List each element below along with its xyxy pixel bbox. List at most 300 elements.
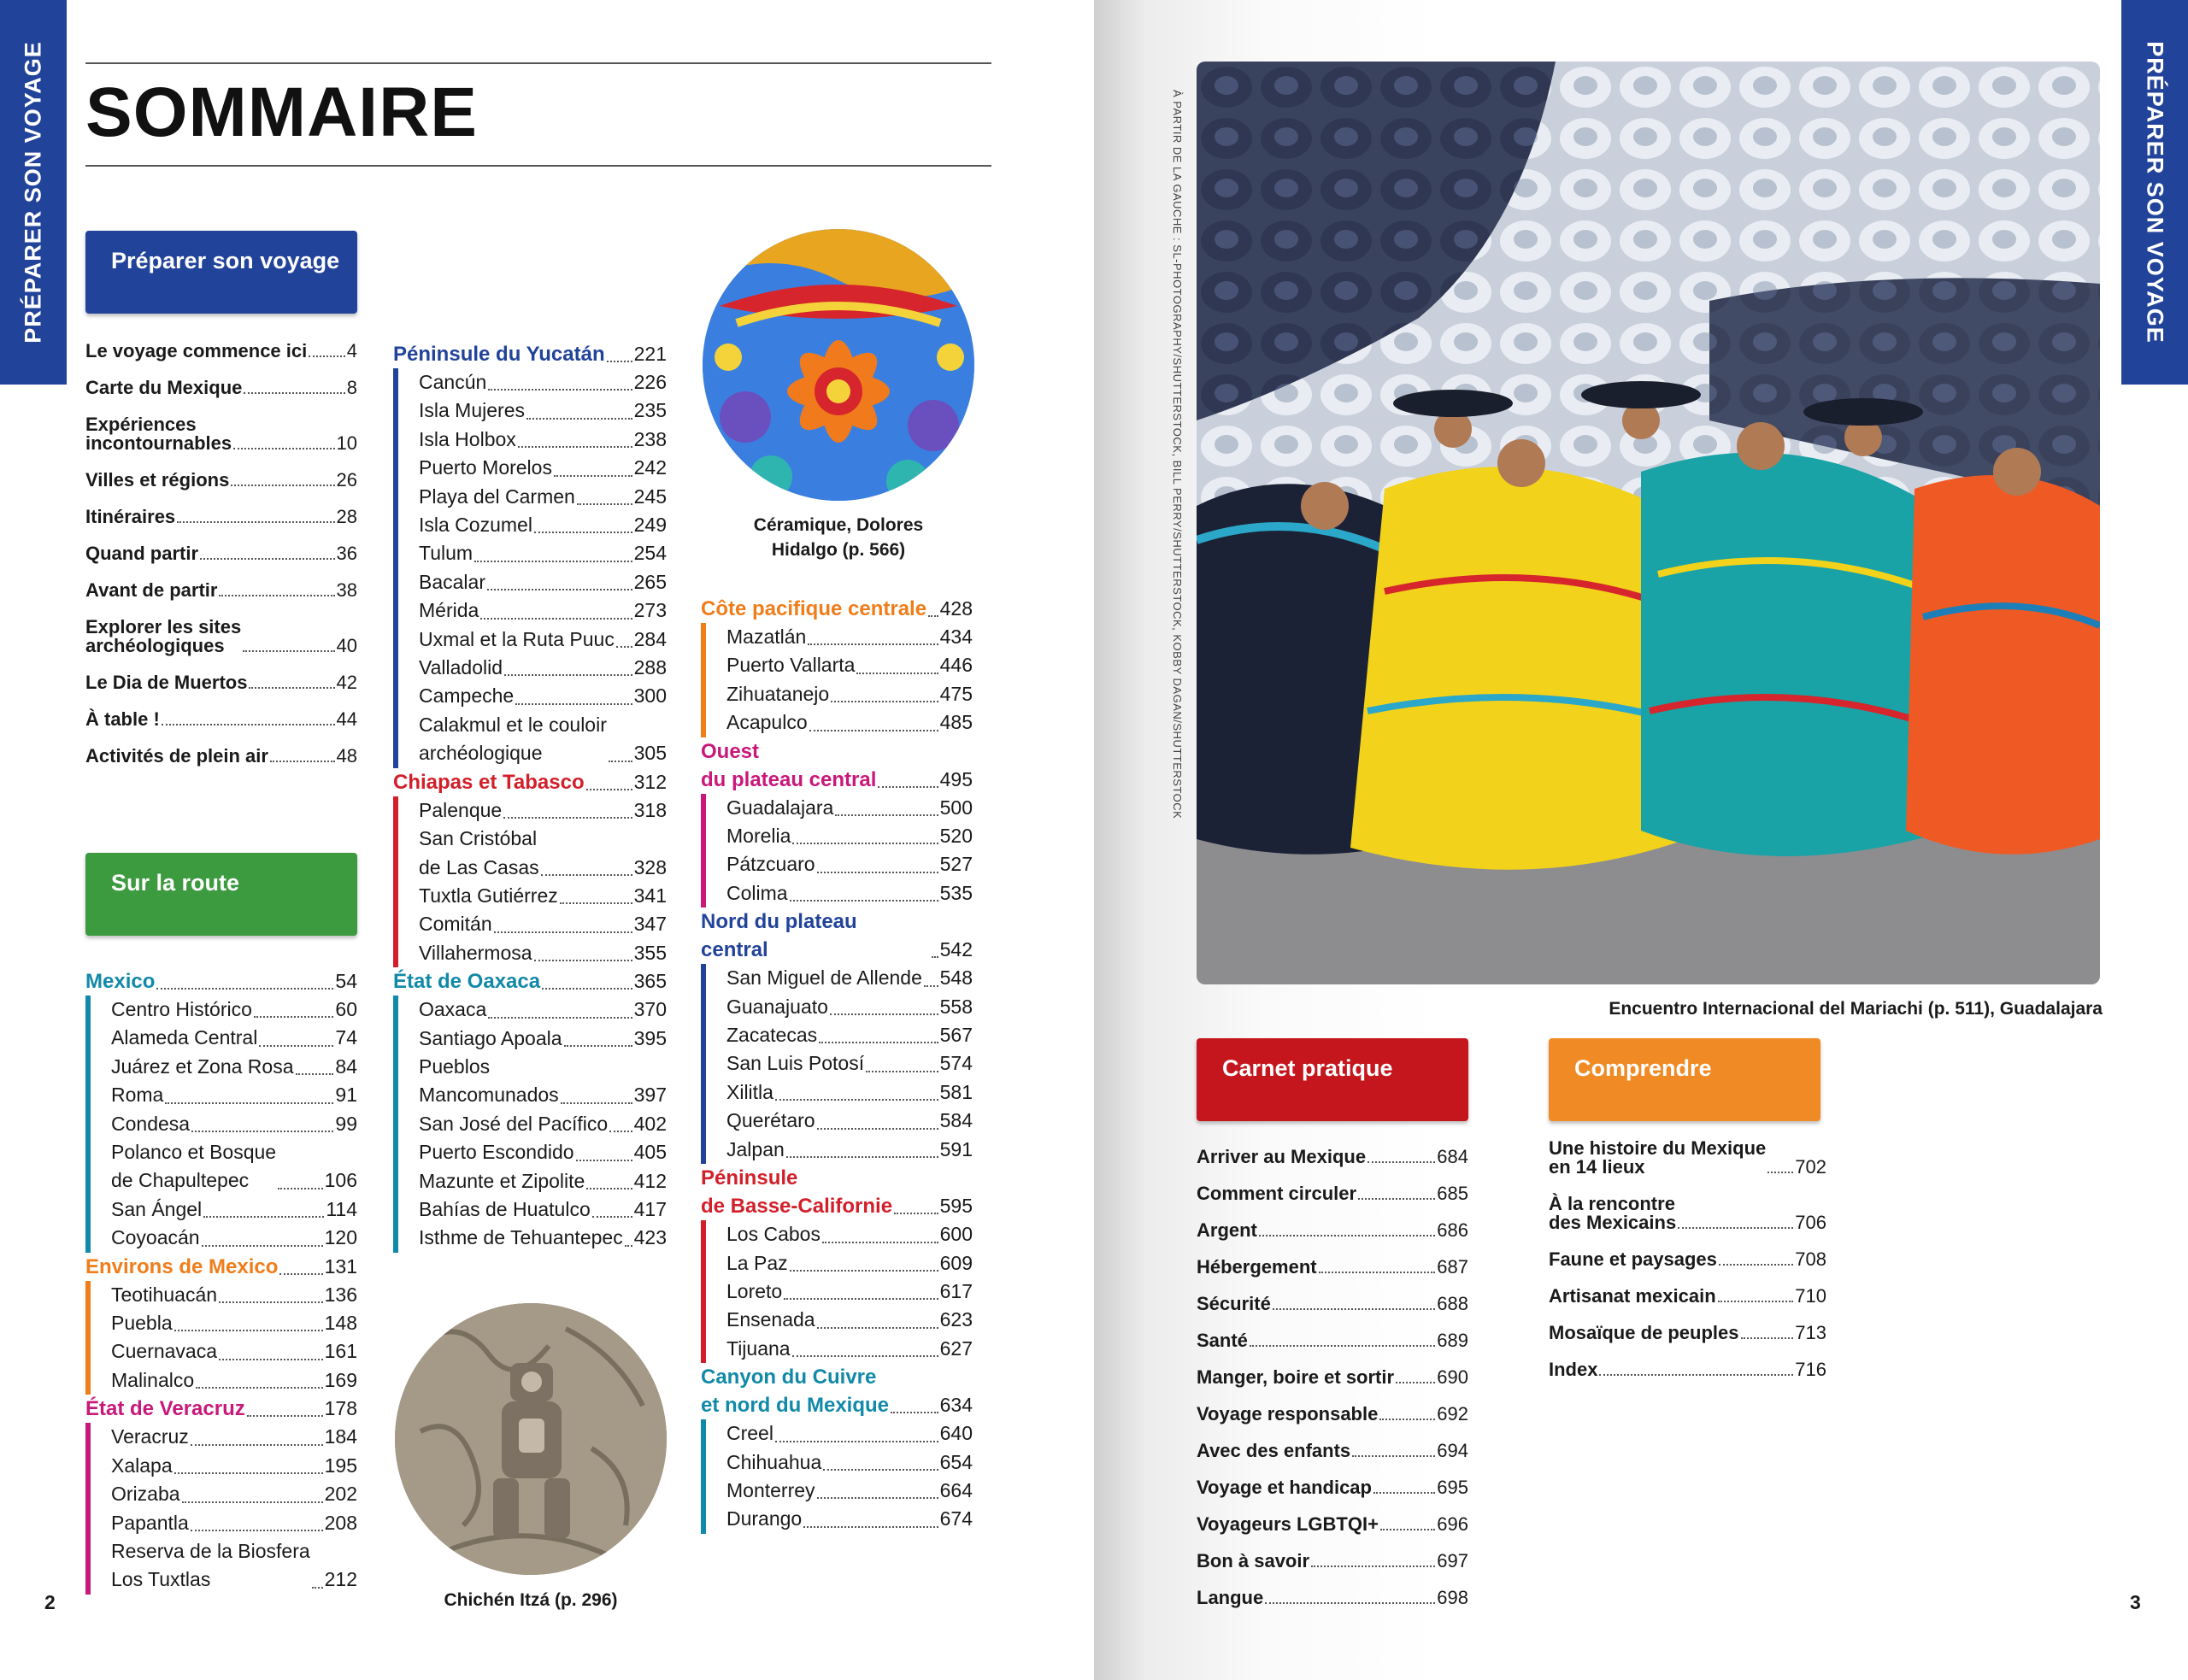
toc-subentry[interactable] — [726, 1078, 973, 1107]
dot-leader — [1718, 1301, 1794, 1302]
toc-subentry-page: 434 — [939, 626, 973, 648]
toc-entry-page: 713 — [1795, 1322, 1826, 1343]
region-title: Mexico — [85, 970, 156, 993]
toc-subentry[interactable] — [726, 1505, 973, 1533]
region-heading[interactable] — [85, 967, 357, 996]
toc-subentry-title: Playa del Carmen — [419, 485, 575, 508]
toc-subentry-page: 355 — [633, 941, 667, 964]
region-page: 54 — [335, 970, 357, 992]
toc-subentry[interactable] — [419, 1110, 667, 1138]
toc-subentry-title: Ensenada — [726, 1308, 815, 1331]
dot-leader — [534, 532, 632, 533]
section-box-sur-la-route — [85, 853, 357, 936]
dot-leader — [564, 1045, 632, 1047]
toc-entry-title: Explorer les sites archéologiques — [85, 616, 242, 656]
toc-subentry[interactable] — [726, 1136, 973, 1164]
section-box-preparer — [85, 231, 357, 314]
dot-leader — [1368, 1161, 1435, 1163]
toc-entry[interactable] — [1549, 1195, 1826, 1232]
toc-subentry[interactable] — [726, 708, 973, 737]
region-heading[interactable] — [393, 967, 667, 996]
toc-entry-page: 696 — [1437, 1513, 1468, 1535]
toc-entry[interactable] — [1197, 1258, 1468, 1277]
toc-subentry[interactable] — [111, 1309, 357, 1337]
region-heading[interactable] — [701, 595, 973, 623]
dot-leader — [775, 1099, 938, 1101]
toc-entry[interactable] — [1549, 1139, 1826, 1177]
toc-entry[interactable] — [1549, 1360, 1826, 1379]
toc-entry[interactable] — [85, 415, 357, 453]
toc-entry-page: 706 — [1795, 1212, 1826, 1233]
dot-leader — [830, 1013, 938, 1015]
toc-subentry-title: San Luis Potosí — [726, 1052, 865, 1075]
region-page: 542 — [939, 938, 973, 961]
toc-subentry[interactable] — [726, 651, 973, 679]
toc-subentry[interactable] — [726, 1220, 973, 1248]
toc-subentry-title: Centro Histórico — [111, 998, 252, 1020]
toc-subentry-page: 664 — [939, 1478, 973, 1501]
toc-entry-title: Artisanat mexicain — [1549, 1285, 1716, 1307]
toc-subentry[interactable] — [111, 1053, 357, 1081]
dot-leader — [1259, 1235, 1435, 1237]
toc-entry-title: Avec des enfants — [1197, 1440, 1351, 1461]
toc-subentry-title: Durango — [726, 1507, 803, 1530]
dot-leader — [203, 1216, 324, 1218]
toc-entry[interactable] — [85, 747, 357, 766]
toc-subentry-page: 60 — [335, 998, 357, 1020]
region-page: 634 — [939, 1394, 973, 1417]
toc-subentry-page: 318 — [633, 798, 667, 821]
toc-subentry-title: Palenque — [419, 798, 503, 821]
region-heading[interactable] — [701, 1363, 973, 1419]
region-heading[interactable] — [393, 768, 667, 796]
dot-leader — [792, 1355, 938, 1357]
toc-entry-page: 685 — [1437, 1183, 1468, 1204]
toc-column-3 — [701, 595, 973, 1534]
toc-subentry[interactable] — [419, 483, 667, 511]
toc-entry-page: 702 — [1795, 1156, 1826, 1178]
toc-entry-page: 689 — [1437, 1330, 1468, 1351]
dot-leader — [278, 1188, 323, 1190]
toc-subentry[interactable] — [419, 1053, 667, 1110]
dot-leader — [202, 1245, 323, 1247]
toc-subentry-title: Zihuatanejo — [726, 682, 830, 705]
toc-entry-page: 38 — [336, 579, 357, 601]
dot-leader — [835, 814, 938, 816]
toc-entry[interactable] — [1197, 1295, 1468, 1313]
dot-leader — [775, 1441, 938, 1442]
region-items — [701, 1220, 973, 1363]
toc-subentry[interactable] — [419, 682, 667, 710]
toc-subentry[interactable] — [726, 1335, 973, 1363]
toc-entry[interactable] — [1549, 1250, 1826, 1269]
toc-entry-page: 697 — [1437, 1550, 1468, 1571]
toc-subentry[interactable] — [111, 1537, 357, 1595]
toc-subentry-title: Tijuana — [726, 1336, 791, 1360]
region-items — [701, 964, 973, 1164]
toc-entry-page: 44 — [336, 708, 357, 730]
toc-entry-title: Bon à savoir — [1197, 1550, 1310, 1571]
toc-subentry[interactable] — [419, 910, 667, 938]
dot-leader — [534, 960, 632, 961]
toc-subentry[interactable] — [419, 397, 667, 425]
toc-entry-page: 686 — [1437, 1219, 1468, 1241]
toc-subentry-page: 558 — [939, 995, 973, 1018]
section-box-label: Sur la route — [111, 870, 240, 896]
toc-subentry-title: La Paz — [726, 1251, 788, 1274]
toc-subentry-title: Zacatecas — [726, 1024, 818, 1047]
dot-leader — [200, 558, 335, 560]
region-heading[interactable] — [701, 737, 973, 794]
dot-leader — [808, 643, 938, 645]
toc-subentry-page: 106 — [324, 1169, 357, 1192]
toc-entry[interactable] — [85, 379, 357, 397]
toc-subentry[interactable] — [419, 539, 667, 567]
toc-subentry[interactable] — [726, 964, 973, 992]
toc-subentry-title: Isthme de Tehuantepec — [419, 1226, 623, 1249]
region-items — [393, 796, 667, 967]
toc-subentry[interactable] — [419, 454, 667, 482]
toc-subentry-title: Cuernavaca — [111, 1340, 218, 1363]
toc-subentry[interactable] — [111, 1452, 357, 1480]
region-title: Ouest du plateau central — [701, 739, 877, 791]
dot-leader — [247, 1415, 323, 1417]
toc-entry[interactable] — [1197, 1478, 1468, 1497]
dot-leader — [790, 1270, 938, 1272]
toc-subentry-page: 370 — [633, 998, 667, 1021]
toc-entry-title: Le Dia de Muertos — [85, 672, 248, 693]
toc-subentry-page: 485 — [939, 711, 973, 734]
dot-leader — [309, 355, 345, 357]
toc-subentry-title: Comitán — [419, 913, 492, 936]
dot-leader — [790, 900, 938, 902]
dot-leader — [866, 1071, 938, 1072]
toc-subentry[interactable] — [419, 426, 667, 454]
toc-entry-title: Hébergement — [1197, 1256, 1317, 1278]
toc-subentry-title: Orizaba — [111, 1483, 180, 1506]
section-box-comprendre — [1549, 1038, 1820, 1121]
toc-subentry-title: Bahías de Huatulco — [419, 1197, 591, 1220]
dot-leader — [856, 673, 938, 674]
toc-subentry[interactable] — [419, 996, 667, 1024]
region-title: Environs de Mexico — [85, 1254, 279, 1278]
toc-subentry[interactable] — [111, 1366, 357, 1395]
toc-subentry[interactable] — [419, 596, 667, 625]
dot-leader — [609, 761, 632, 762]
region-items — [393, 996, 667, 1253]
dot-leader — [616, 646, 632, 648]
dot-leader — [279, 1273, 322, 1275]
dot-leader — [577, 503, 632, 505]
toc-subentry[interactable] — [419, 568, 667, 596]
region-heading[interactable] — [701, 1164, 973, 1220]
toc-subentry[interactable] — [419, 825, 667, 882]
toc-subentry-page: 212 — [324, 1568, 357, 1591]
toc-subentry-title: Morelia — [726, 825, 791, 848]
region-title: État de Oaxaca — [393, 970, 541, 994]
toc-entry[interactable] — [1197, 1405, 1468, 1424]
toc-subentry-page: 600 — [939, 1223, 973, 1246]
region-heading[interactable] — [85, 1395, 357, 1423]
toc-subentry[interactable] — [726, 1249, 973, 1278]
dot-leader — [1719, 1264, 1793, 1266]
toc-entry-title: Carte du Mexique — [85, 377, 243, 398]
toc-subentry[interactable] — [111, 1110, 357, 1138]
toc-subentry-page: 654 — [939, 1450, 973, 1473]
toc-entry-title: Voyage responsable — [1197, 1403, 1379, 1424]
dot-leader — [831, 701, 938, 702]
caption-chichen-itza: Chichén Itzá (p. 296) — [444, 1590, 618, 1610]
toc-subentry[interactable] — [726, 850, 973, 878]
toc-subentry-title: Xilitla — [726, 1080, 773, 1103]
main-photo-caption: Encuentro Internacional del Mariachi (p. 511), Guadalajara — [1609, 999, 2103, 1019]
region-items — [85, 996, 357, 1253]
region-heading[interactable] — [85, 1253, 357, 1281]
toc-entry-page: 684 — [1437, 1146, 1468, 1167]
toc-subentry-page: 527 — [939, 853, 973, 876]
toc-subentry[interactable] — [726, 1448, 973, 1477]
toc-entry-title: Faune et paysages — [1549, 1248, 1717, 1270]
region-page: 365 — [633, 970, 667, 993]
toc-entry[interactable] — [1197, 1442, 1468, 1460]
dot-leader — [1352, 1455, 1435, 1457]
toc-entry[interactable] — [85, 471, 357, 490]
toc-subentry[interactable] — [111, 1195, 357, 1224]
toc-column-2 — [393, 340, 667, 1253]
toc-subentry[interactable] — [111, 1337, 357, 1366]
toc-subentry-page: 169 — [324, 1368, 357, 1391]
dot-leader — [219, 1359, 323, 1360]
dot-leader — [182, 1501, 323, 1503]
toc-subentry-page: 617 — [939, 1279, 973, 1302]
toc-entry[interactable] — [1197, 1184, 1468, 1203]
dot-leader — [586, 1188, 632, 1190]
dot-leader — [541, 874, 632, 876]
toc-entry-title: Une histoire du Mexique en 14 lieux — [1549, 1137, 1767, 1178]
toc-subentry[interactable] — [111, 1081, 357, 1109]
dot-leader — [503, 817, 632, 819]
toc-subentry-page: 184 — [324, 1425, 357, 1448]
region-title: État de Veracruz — [85, 1397, 245, 1421]
toc-subentry[interactable] — [419, 939, 667, 967]
dot-leader — [243, 650, 334, 652]
dot-leader — [586, 789, 632, 790]
toc-entry[interactable] — [1197, 1148, 1468, 1166]
toc-subentry[interactable] — [419, 626, 667, 654]
toc-entry-title: Arriver au Mexique — [1197, 1146, 1367, 1167]
toc-column-1 — [85, 967, 357, 1595]
toc-subentry-page: 245 — [633, 485, 667, 508]
dot-leader — [542, 988, 632, 990]
toc-subentry-page: 305 — [633, 742, 667, 765]
toc-subentry[interactable] — [419, 796, 667, 825]
toc-entry-page: 688 — [1437, 1293, 1468, 1314]
dot-leader — [174, 1330, 323, 1331]
toc-subentry[interactable] — [419, 1025, 667, 1053]
toc-subentry-title: San Miguel de Allende — [726, 966, 922, 990]
toc-subentry-page: 84 — [335, 1054, 357, 1078]
toc-entry[interactable] — [85, 544, 357, 563]
toc-subentry-page: 609 — [939, 1251, 973, 1274]
toc-subentry[interactable] — [419, 1138, 667, 1166]
toc-subentry-title: Reserva de la Biosfera Los Tuxtlas — [111, 1539, 310, 1591]
toc-subentry[interactable] — [726, 879, 973, 908]
toc-subentry-page: 500 — [939, 796, 973, 819]
toc-subentry[interactable] — [726, 1306, 973, 1334]
page-number-left: 2 — [44, 1591, 56, 1613]
toc-subentry-page: 148 — [324, 1312, 357, 1335]
toc-entry-title: Sécurité — [1197, 1293, 1271, 1314]
region-heading[interactable] — [701, 908, 973, 964]
dot-leader — [191, 1444, 323, 1446]
toc-subentry-title: Condesa — [111, 1112, 191, 1135]
region-items — [701, 794, 973, 908]
toc-subentry[interactable] — [419, 711, 667, 768]
region-section — [701, 1363, 973, 1534]
dot-leader — [249, 687, 334, 689]
toc-subentry[interactable] — [726, 623, 973, 651]
dot-leader — [191, 1131, 333, 1132]
toc-entry-title: Santé — [1197, 1330, 1248, 1351]
toc-subentry-page: 581 — [939, 1080, 973, 1103]
toc-subentry-title: Mazunte et Zipolite — [419, 1169, 585, 1192]
toc-subentry-title: Malinalco — [111, 1368, 195, 1391]
toc-subentry[interactable] — [726, 794, 973, 822]
region-title: Péninsule de Basse-Californie — [701, 1166, 893, 1219]
dot-leader — [786, 1156, 938, 1158]
toc-subentry-title: Chihuahua — [726, 1450, 822, 1473]
toc-entry[interactable] — [1197, 1552, 1468, 1571]
region-section — [701, 1164, 973, 1363]
toc-subentry-page: 412 — [633, 1169, 667, 1192]
toc-comprendre — [1549, 1139, 1826, 1397]
toc-subentry[interactable] — [726, 1049, 973, 1078]
toc-subentry[interactable] — [726, 993, 973, 1021]
toc-entry[interactable] — [1197, 1221, 1468, 1240]
dot-leader — [244, 392, 344, 394]
toc-subentry[interactable] — [419, 1167, 667, 1195]
toc-subentry-title: Oaxaca — [419, 998, 487, 1021]
toc-subentry[interactable] — [726, 1278, 973, 1306]
toc-subentry[interactable] — [419, 882, 667, 910]
toc-entry[interactable] — [85, 508, 357, 526]
dot-leader — [1741, 1337, 1794, 1339]
toc-subentry[interactable] — [726, 1021, 973, 1049]
toc-entry-title: Mosaïque de peuples — [1549, 1322, 1739, 1343]
toc-subentry-page: 405 — [633, 1141, 667, 1164]
toc-subentry[interactable] — [111, 1138, 357, 1195]
toc-subentry-page: 254 — [633, 542, 667, 565]
toc-subentry[interactable] — [111, 996, 357, 1024]
toc-subentry[interactable] — [726, 680, 973, 708]
toc-entry[interactable] — [1549, 1287, 1826, 1306]
region-title: Côte pacifique centrale — [701, 597, 927, 620]
toc-subentry[interactable] — [419, 1224, 667, 1252]
toc-subentry-page: 300 — [633, 684, 667, 708]
photo-credit: À PARTIR DE LA GAUCHE : SL-PHOTOGRAPHY/SHUTTERSTOCK, BILL PERRY/SHUTTERSTOCK, KOBBY DAGAN/SHUTTERSTOCK — [1171, 90, 1184, 819]
toc-subentry-title: Uxmal et la Ruta Puuc — [419, 627, 615, 650]
toc-subentry[interactable] — [726, 1419, 973, 1448]
toc-entry-title: Villes et régions — [85, 469, 230, 490]
toc-subentry-title: Tulum — [419, 542, 473, 565]
toc-entry[interactable] — [1197, 1368, 1468, 1387]
toc-entry-title: Voyageurs LGBTQI+ — [1197, 1513, 1379, 1535]
region-heading[interactable] — [393, 340, 667, 368]
toc-subentry[interactable] — [111, 1480, 357, 1508]
toc-subentry[interactable] — [726, 822, 973, 850]
toc-entry[interactable] — [1549, 1324, 1826, 1342]
toc-subentry-title: Acapulco — [726, 711, 808, 734]
toc-subentry[interactable] — [419, 1195, 667, 1224]
section-box-label: Comprendre — [1574, 1055, 1712, 1081]
toc-entry-title: À table ! — [85, 708, 160, 730]
toc-subentry-title: Cancún — [419, 371, 487, 393]
region-items — [85, 1281, 357, 1395]
dot-leader — [488, 1017, 632, 1019]
toc-subentry[interactable] — [111, 1024, 357, 1052]
region-items — [701, 623, 973, 737]
toc-subentry-page: 273 — [633, 599, 667, 622]
dot-leader — [233, 448, 334, 449]
toc-subentry[interactable] — [419, 511, 667, 539]
dot-leader — [219, 595, 334, 596]
toc-subentry-title: Isla Cozumel — [419, 514, 532, 537]
toc-subentry-title: San Ángel — [111, 1197, 203, 1220]
toc-entry[interactable] — [85, 581, 357, 600]
toc-entry[interactable] — [1197, 1331, 1468, 1350]
region-section — [85, 1395, 357, 1594]
dot-leader — [817, 1497, 938, 1499]
region-page: 221 — [633, 343, 667, 365]
region-title: Canyon du Cuivre et nord du Mexique — [701, 1366, 890, 1418]
toc-entry[interactable] — [85, 673, 357, 692]
toc-entry[interactable] — [85, 618, 357, 655]
toc-subentry[interactable] — [111, 1224, 357, 1252]
toc-entry[interactable] — [1197, 1515, 1468, 1534]
dot-leader — [924, 985, 938, 987]
toc-subentry-title: Tuxtla Gutiérrez — [419, 884, 558, 907]
toc-entry-page: 694 — [1437, 1440, 1468, 1461]
toc-entry-page: 8 — [346, 377, 357, 398]
toc-entry[interactable] — [85, 710, 357, 729]
dot-leader — [270, 761, 335, 762]
toc-subentry[interactable] — [726, 1107, 973, 1135]
toc-subentry[interactable] — [726, 1477, 973, 1505]
toc-subentry-title: Villahermosa — [419, 941, 532, 964]
toc-subentry-page: 417 — [633, 1197, 667, 1220]
toc-entry[interactable] — [1197, 1589, 1468, 1607]
toc-subentry[interactable] — [419, 654, 667, 682]
toc-entry-title: Voyage et handicap — [1197, 1477, 1372, 1498]
toc-entry[interactable] — [85, 342, 357, 361]
dot-leader — [878, 786, 938, 788]
dot-leader — [1265, 1602, 1435, 1604]
toc-subentry-page: 402 — [633, 1112, 667, 1135]
dot-leader — [932, 956, 938, 958]
toc-subentry-page: 120 — [324, 1226, 357, 1249]
toc-subentry[interactable] — [111, 1423, 357, 1451]
toc-subentry[interactable] — [111, 1281, 357, 1309]
toc-subentry-page: 395 — [633, 1026, 667, 1049]
toc-subentry[interactable] — [419, 368, 667, 397]
toc-subentry-page: 347 — [633, 913, 667, 936]
toc-subentry-title: Guadalajara — [726, 796, 834, 819]
toc-subentry[interactable] — [111, 1509, 357, 1537]
toc-subentry-page: 627 — [939, 1336, 973, 1360]
region-title: Nord du plateau central — [701, 910, 857, 962]
toc-subentry-title: Coyoacán — [111, 1226, 200, 1249]
toc-subentry-page: 567 — [939, 1024, 973, 1047]
